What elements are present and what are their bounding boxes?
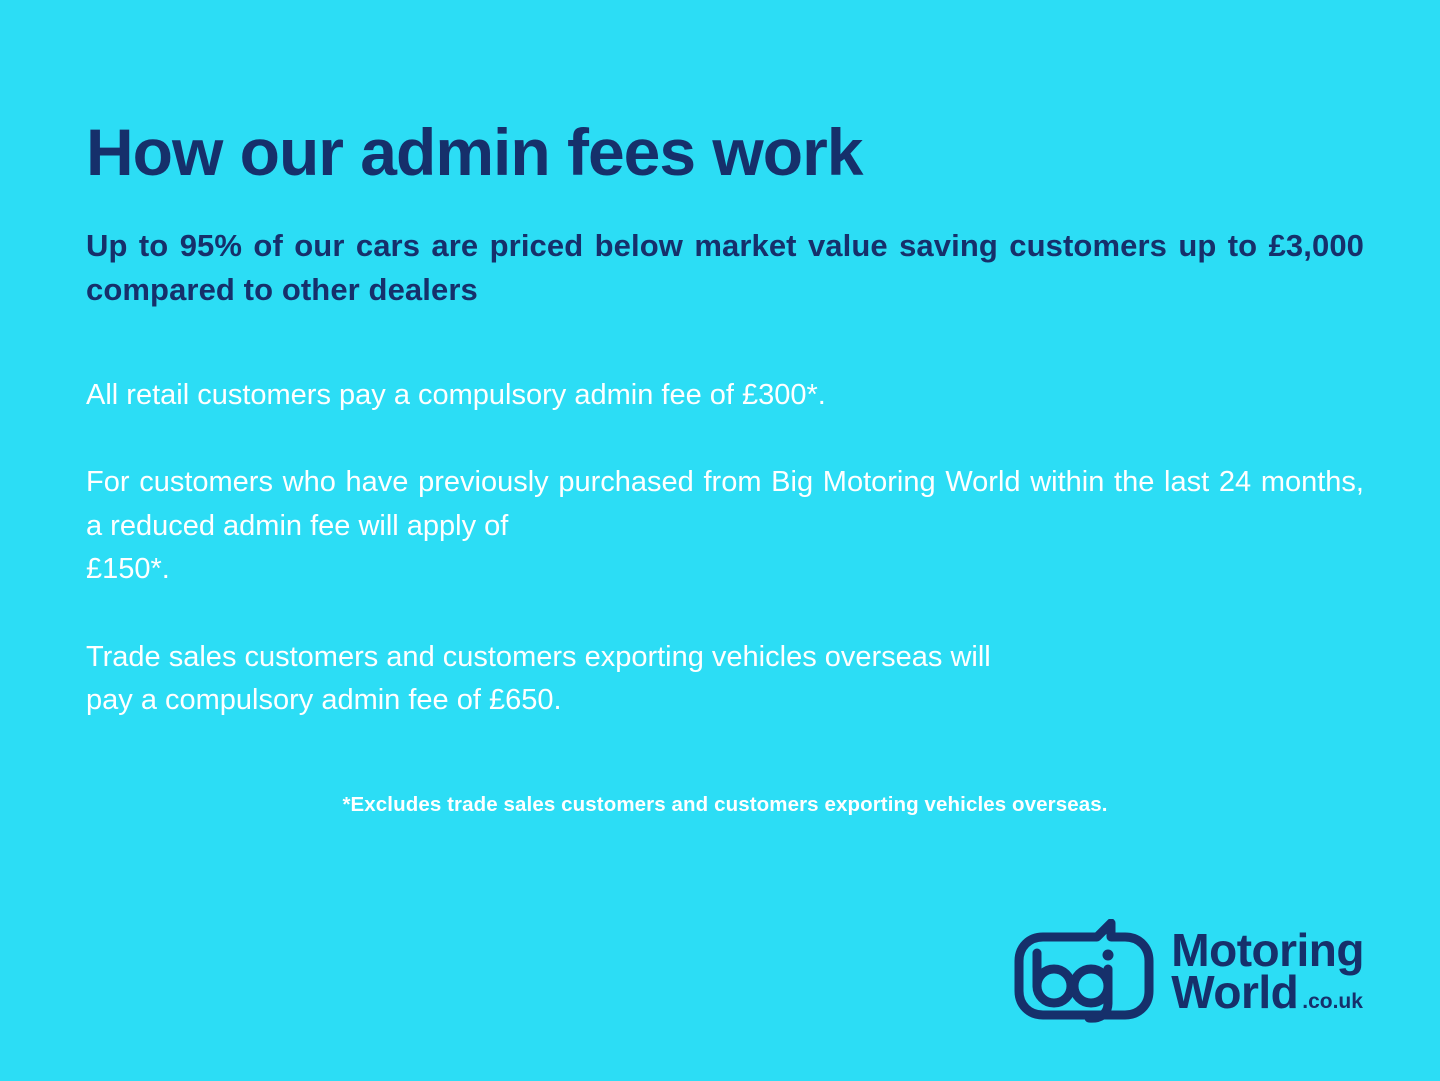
paragraph-returning-customer-fee-text: For customers who have previously purchased from Big Motoring World within the last 24 months, a reduced admin fee will apply of <box>86 466 1364 542</box>
paragraph-returning-customer-fee-tail: £150*. <box>86 553 170 586</box>
logo-tld-text: .co.uk <box>1302 990 1363 1013</box>
logo-line-world <box>1171 966 1364 1018</box>
paragraph-trade-export-fee <box>86 592 1364 723</box>
big-logo-mark-icon <box>1011 919 1157 1023</box>
page-title: How our admin fees work <box>86 115 863 189</box>
paragraph-retail-fee <box>86 312 1364 418</box>
logo-world-text: World <box>1171 966 1299 1018</box>
logo-line-motoring: Motoring <box>1171 923 1364 976</box>
big-motoring-world-logo <box>1011 919 1364 1023</box>
subheading <box>86 188 1364 312</box>
subheading-text: Up to 95% of our cars are priced below market value saving customers up to £3,000 compared to other dealers <box>86 227 1364 307</box>
logo-wordmark <box>1171 923 1364 1018</box>
footnote: *Excludes trade sales customers and customers exporting vehicles overseas. <box>342 792 1108 816</box>
slide-content <box>86 0 1364 817</box>
paragraph-returning-customer-fee <box>86 417 1364 592</box>
paragraph-trade-export-fee-tail: pay a compulsory admin fee of £650. <box>86 684 562 717</box>
paragraph-trade-export-fee-text: Trade sales customers and customers exporting vehicles overseas will <box>86 640 991 673</box>
paragraph-retail-fee-text: All retail customers pay a compulsory admin fee of £300*. <box>86 378 826 411</box>
